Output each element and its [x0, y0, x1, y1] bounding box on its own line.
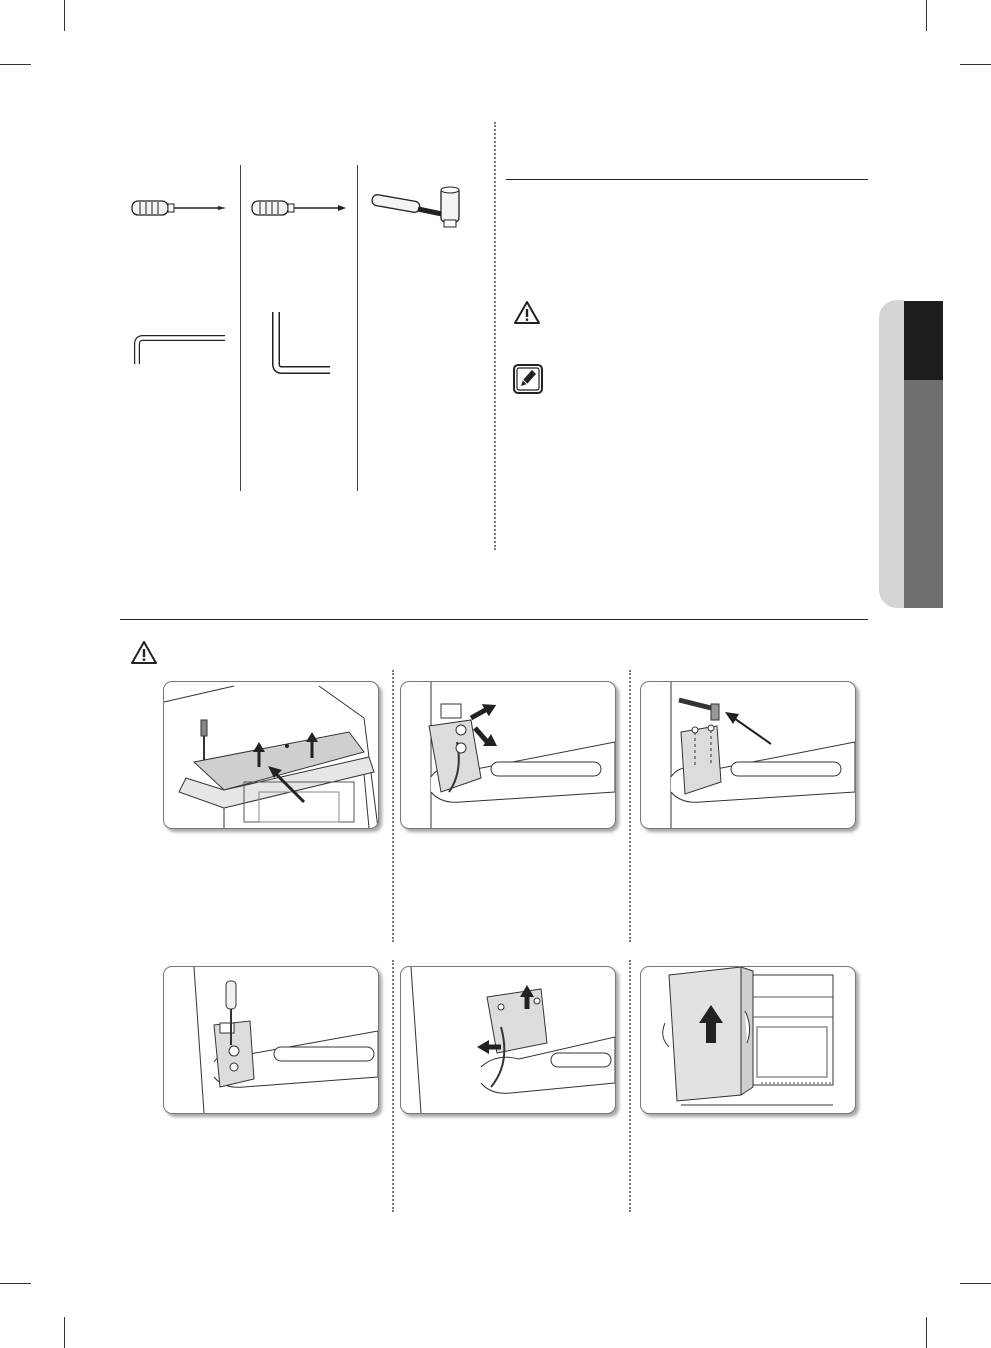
hex-key-large-icon — [268, 308, 332, 376]
crop-mark — [926, 0, 927, 31]
step-separator — [392, 960, 394, 1212]
crop-mark — [64, 0, 65, 31]
crop-mark — [0, 1283, 31, 1284]
step-illustration-6 — [640, 966, 856, 1114]
step-separator — [629, 960, 631, 1212]
side-tab-dark — [904, 301, 943, 380]
tool-divider — [240, 165, 241, 491]
step-separator — [629, 670, 631, 942]
crop-mark — [64, 1317, 65, 1348]
crop-mark — [960, 64, 991, 65]
section-rule — [506, 179, 868, 180]
step-illustration-4 — [163, 966, 379, 1114]
hex-key-small-icon — [133, 334, 227, 366]
step-illustration-5 — [400, 966, 616, 1114]
crop-mark — [960, 1283, 991, 1284]
warning-icon — [513, 300, 541, 326]
step-illustration-1 — [163, 681, 379, 829]
column-separator — [494, 122, 496, 550]
step-separator — [392, 670, 394, 942]
warning-icon — [130, 640, 158, 666]
phillips-screwdriver-icon — [250, 196, 348, 220]
note-icon — [513, 364, 543, 394]
steps-rule — [120, 619, 868, 620]
crop-mark — [0, 64, 31, 65]
flat-screwdriver-icon — [130, 196, 228, 220]
crop-mark — [926, 1317, 927, 1348]
tool-divider — [357, 165, 358, 491]
socket-wrench-icon — [370, 184, 466, 232]
side-tab-light — [879, 300, 904, 608]
side-tab-mid — [904, 380, 943, 608]
step-illustration-2 — [400, 681, 616, 829]
step-illustration-3 — [640, 681, 856, 829]
